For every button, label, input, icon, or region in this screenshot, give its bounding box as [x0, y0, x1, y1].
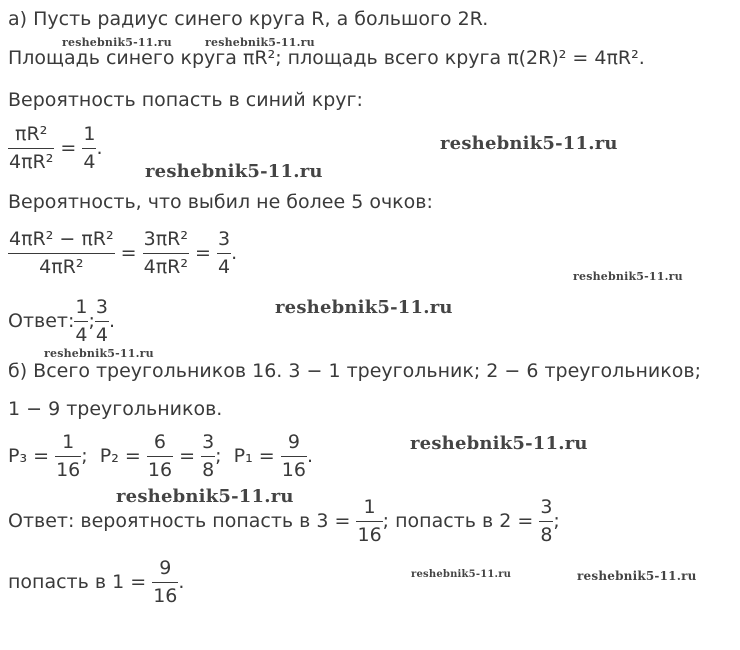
part-b-probabilities	[8, 432, 313, 481]
watermark: reshebnik5-11.ru	[205, 36, 315, 49]
frac-num: 1	[75, 296, 88, 318]
frac-den: 16	[55, 456, 81, 481]
equals-sign: =	[179, 444, 196, 467]
frac-num: 6	[153, 431, 167, 453]
watermark: reshebnik5-11.ru	[116, 486, 294, 507]
watermark: reshebnik5-11.ru	[62, 36, 172, 49]
frac-num: 1	[363, 496, 376, 518]
equals-sign: =	[120, 241, 137, 264]
part-a-line3: Вероятность попасть в синий круг:	[8, 89, 363, 111]
separator: ;	[88, 309, 95, 332]
fraction-five-points	[8, 229, 237, 278]
frac-num: 3	[202, 431, 215, 453]
frac-den: 8	[539, 521, 553, 546]
frac-num: 3	[540, 496, 553, 518]
frac-den: 4πR²	[8, 253, 115, 278]
frac-num: 3πR²	[143, 228, 188, 250]
frac-den: 4	[217, 253, 231, 278]
part-a-line1: а) Пусть радиус синего круга R, а большого 2R.	[8, 8, 489, 30]
answer-text: Ответ: вероятность попасть в 3 =	[8, 509, 351, 532]
watermark: reshebnik5-11.ru	[44, 347, 154, 360]
frac-den: 16	[147, 456, 173, 481]
answer-label: Ответ:	[8, 309, 75, 332]
frac-num: 9	[287, 431, 300, 453]
watermark: reshebnik5-11.ru	[145, 161, 323, 182]
frac-den: 4πR²	[8, 148, 54, 173]
watermark: reshebnik5-11.ru	[440, 133, 618, 154]
frac-den: 4πR²	[143, 253, 189, 278]
watermark: reshebnik5-11.ru	[573, 270, 683, 283]
period: .	[96, 136, 103, 159]
period: .	[178, 570, 185, 593]
answer-text: попасть в 1 =	[8, 570, 147, 593]
period: .	[108, 309, 116, 332]
p1-label: P₁ =	[233, 444, 275, 467]
equals-sign: =	[60, 136, 77, 159]
part-a-line2: Площадь синего круга πR²; площадь всего круга π(2R)² = 4πR².	[8, 47, 645, 69]
part-b-answer2	[8, 558, 184, 607]
frac-num: 3	[218, 228, 231, 250]
frac-den: 16	[152, 582, 178, 607]
frac-num: 4πR² − πR²	[9, 228, 114, 250]
frac-den: 16	[281, 456, 307, 481]
p2-label: P₂ =	[99, 444, 141, 467]
frac-den: 4	[74, 321, 88, 346]
separator: ;	[553, 509, 560, 532]
watermark: reshebnik5-11.ru	[275, 297, 453, 318]
frac-den: 4	[82, 148, 96, 173]
part-a-answer	[8, 297, 115, 346]
frac-num: 1	[62, 431, 75, 453]
watermark: reshebnik5-11.ru	[577, 569, 697, 583]
period: .	[231, 241, 238, 264]
part-a-line4: Вероятность, что выбил не более 5 очков:	[8, 191, 433, 213]
separator: ;	[215, 444, 222, 467]
frac-num: 1	[83, 123, 96, 145]
period: .	[306, 444, 313, 467]
frac-den: 8	[201, 456, 215, 481]
frac-den: 16	[356, 521, 382, 546]
fraction-blue-probability	[8, 124, 103, 173]
separator: ;	[81, 444, 88, 467]
part-b-line2: 1 − 9 треугольников.	[8, 398, 223, 420]
equals-sign: =	[195, 241, 211, 264]
watermark: reshebnik5-11.ru	[411, 569, 512, 580]
frac-num: 3	[95, 296, 108, 318]
frac-num: 9	[159, 557, 172, 579]
part-b-line1: б) Всего треугольников 16. 3 − 1 треугольник; 2 − 6 треугольников;	[8, 360, 701, 382]
watermark: reshebnik5-11.ru	[410, 433, 588, 454]
answer-text-mid: ; попасть в 2 =	[382, 509, 534, 532]
frac-num: πR²	[15, 123, 48, 145]
frac-den: 4	[95, 321, 109, 346]
p3-label: P₃ =	[8, 444, 50, 467]
